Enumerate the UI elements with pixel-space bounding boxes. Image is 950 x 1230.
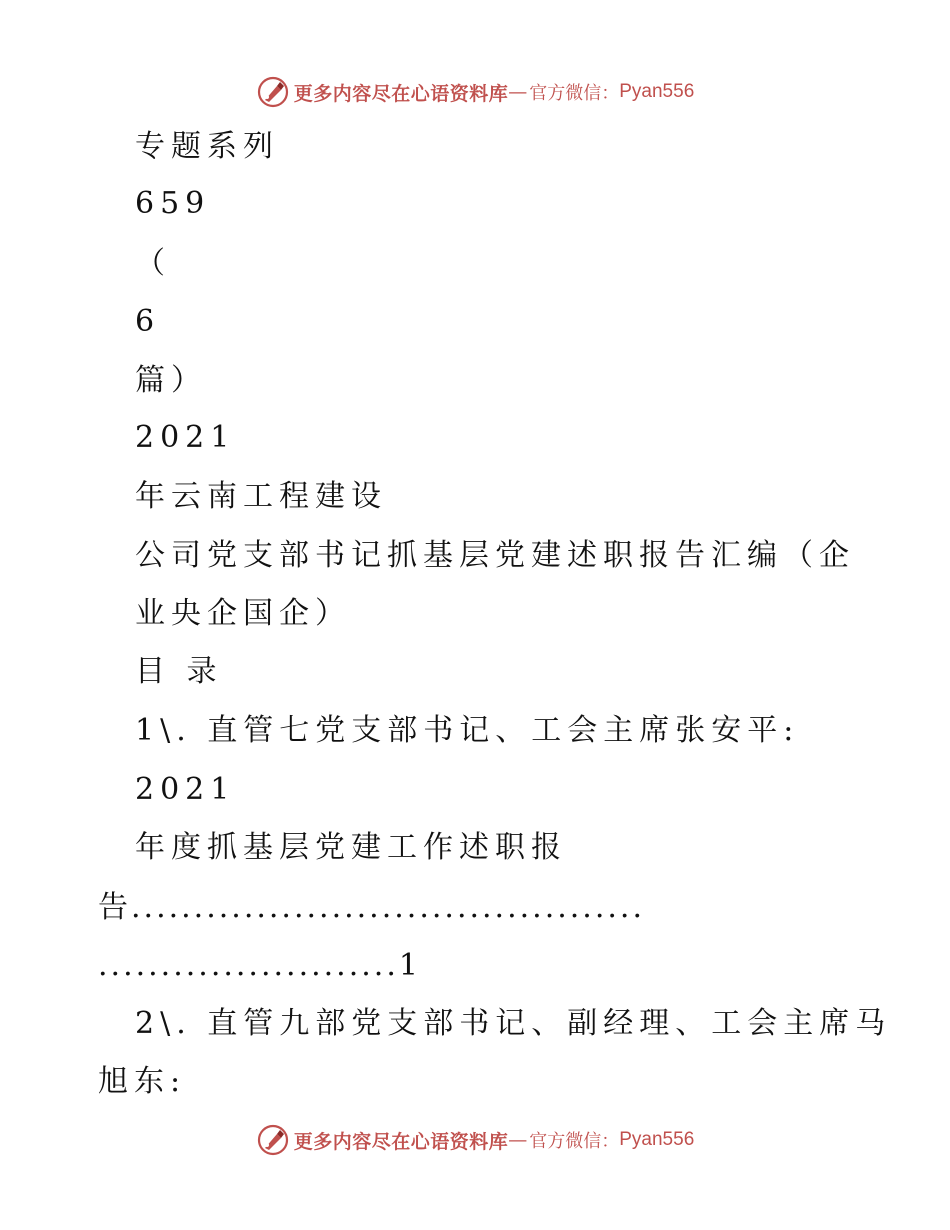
toc-entry-1: 1\. 直管七党支部书记、工会主席张安平: (135, 713, 800, 748)
doc-line: 年云南工程建设 (135, 479, 387, 514)
doc-line: 公司党支部书记抓基层党建述职报告汇编（企 (135, 538, 855, 573)
watermark-wechat-id: Pyan556 (619, 81, 695, 102)
toc-leader-line: 告......................................... (98, 890, 645, 925)
pen-logo-icon (256, 75, 290, 109)
watermark-sub-text: 官方微信： (529, 1131, 620, 1152)
header-watermark-banner (0, 72, 950, 112)
doc-line: 2021 (135, 420, 236, 455)
doc-line: 专题系列 (135, 129, 279, 164)
toc-entry-2: 2\. 直管九部党支部书记、副经理、工会主席马 (135, 1006, 892, 1041)
watermark-main-text: 更多内容尽在心语资料库 (293, 82, 509, 105)
watermark-wechat-id: Pyan556 (619, 1129, 695, 1150)
watermark-dash: — (508, 1129, 528, 1151)
doc-line: 旭东: (98, 1064, 187, 1099)
watermark-main-text: 更多内容尽在心语资料库 (293, 1130, 509, 1153)
footer-watermark-banner (0, 1120, 950, 1160)
toc-heading: 目 录 (135, 654, 223, 689)
watermark-sub-text: 官方微信： (529, 83, 620, 104)
toc-leader-page: ........................1 (98, 948, 421, 983)
doc-line: 659 (135, 186, 211, 221)
watermark-dash: — (508, 81, 528, 103)
doc-line: 篇） (135, 363, 207, 398)
doc-line: （ (135, 246, 171, 281)
doc-line: 2021 (135, 772, 236, 807)
doc-line: 业央企国企） (135, 596, 351, 631)
pen-logo-icon (256, 1123, 290, 1157)
doc-line: 年度抓基层党建工作述职报 (135, 830, 567, 865)
doc-line: 6 (135, 304, 161, 339)
